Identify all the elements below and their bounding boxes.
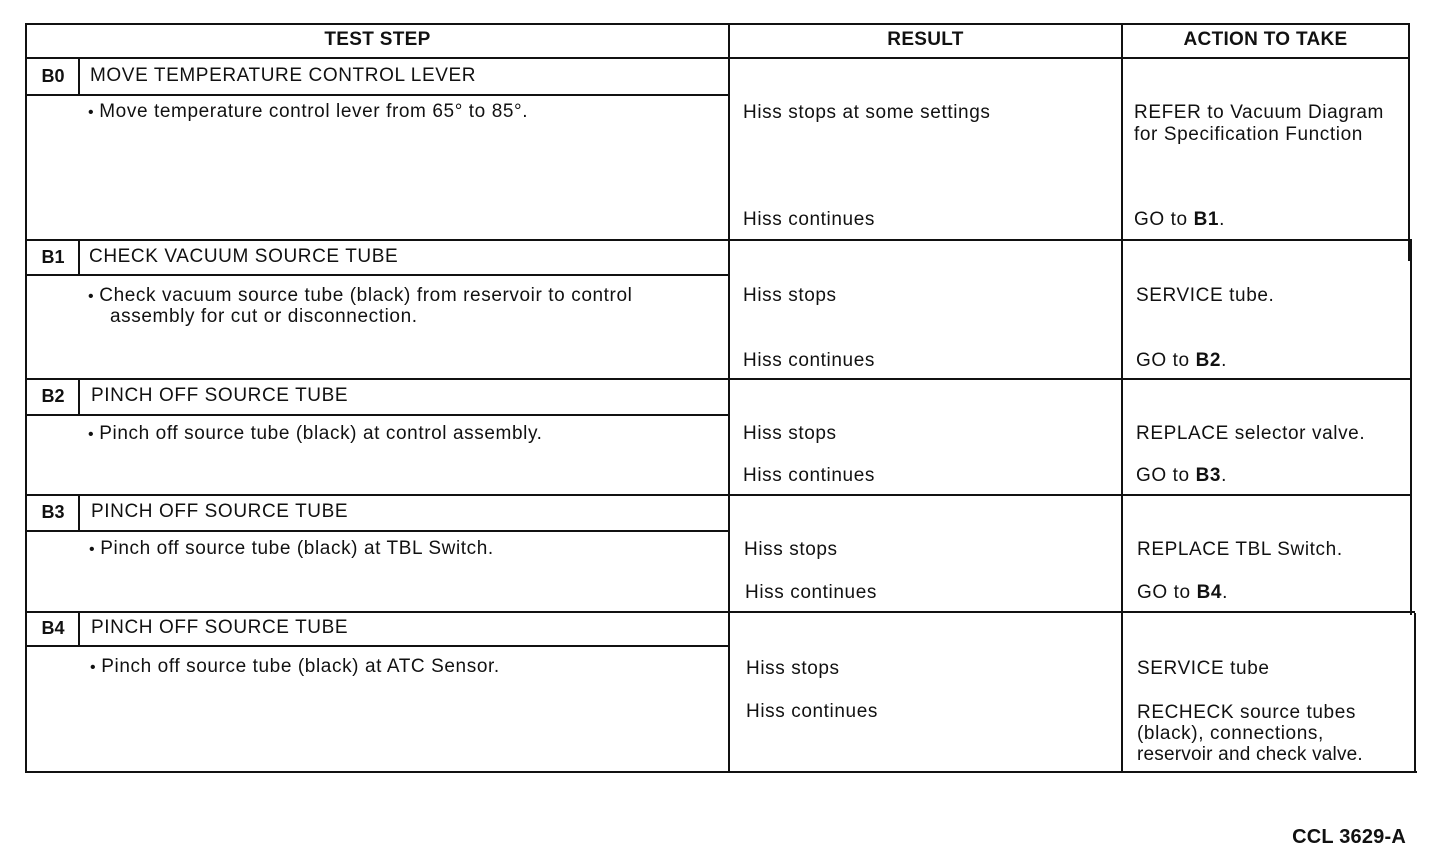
action-text-line: RECHECK source tubes: [1137, 702, 1356, 723]
action-goto-ref: B4: [1196, 582, 1223, 603]
action-goto-suffix: .: [1222, 582, 1228, 603]
header-result: RESULT: [887, 29, 964, 50]
action-goto-ref: B1: [1193, 209, 1220, 230]
step-code: B4: [41, 618, 65, 638]
result-text: Hiss stops at some settings: [743, 102, 991, 123]
block-divider-b4: [25, 611, 1415, 613]
result-text: Hiss continues: [743, 209, 875, 230]
step-code: B0: [41, 66, 65, 86]
step-instruction-text: Move temperature control lever from 65° to 85°.: [99, 101, 529, 122]
step-title: MOVE TEMPERATURE CONTROL LEVER: [90, 65, 477, 86]
action-goto-prefix: GO to: [1137, 582, 1197, 603]
step-instruction: [88, 101, 528, 124]
action-text: SERVICE tube: [1137, 658, 1270, 679]
header-action: ACTION TO TAKE: [1183, 29, 1348, 50]
step-instruction-text: Pinch off source tube (black) at TBL Switch.: [100, 538, 494, 559]
step-instruction-text: Check vacuum source tube (black) from reservoir to control: [99, 285, 633, 306]
action-goto: [1137, 582, 1228, 604]
title-underline-b4: [25, 645, 730, 647]
result-text: Hiss continues: [743, 350, 875, 371]
action-goto-suffix: .: [1221, 465, 1227, 486]
step-instruction-text: Pinch off source tube (black) at control assembly.: [99, 423, 543, 444]
step-instruction: [89, 538, 494, 561]
column-divider-action: [1121, 23, 1123, 773]
table-border-right-b: [1410, 240, 1412, 615]
header-test-step: TEST STEP: [324, 29, 431, 50]
action-goto-ref: B2: [1195, 350, 1222, 371]
step-code: B2: [41, 386, 65, 406]
step-title: CHECK VACUUM SOURCE TUBE: [89, 246, 399, 267]
column-divider-result: [728, 23, 730, 773]
action-goto-suffix: .: [1221, 350, 1227, 371]
step-code: B3: [41, 502, 65, 522]
step-instruction: [90, 656, 500, 679]
result-text: Hiss stops: [744, 539, 838, 560]
table-border-top: [25, 23, 1410, 25]
action-goto: [1134, 209, 1225, 231]
table-border-right-c: [1414, 613, 1416, 773]
action-goto: [1136, 350, 1227, 372]
action-text: REPLACE selector valve.: [1136, 423, 1366, 444]
action-goto: [1136, 465, 1227, 487]
step-instruction-text: Pinch off source tube (black) at ATC Sensor.: [101, 656, 500, 677]
title-underline-b2: [25, 414, 730, 416]
action-goto-ref: B3: [1195, 465, 1222, 486]
block-divider-b2: [25, 378, 1412, 380]
step-instruction: [88, 285, 632, 308]
step-title: PINCH OFF SOURCE TUBE: [91, 617, 349, 638]
block-divider-b1: [25, 239, 1412, 241]
result-text: Hiss stops: [743, 285, 837, 306]
action-goto-prefix: GO to: [1134, 209, 1194, 230]
result-text: Hiss continues: [745, 582, 877, 603]
header-divider: [25, 57, 1410, 59]
action-goto-prefix: GO to: [1136, 350, 1196, 371]
table-border-bottom: [27, 771, 1417, 773]
action-text: SERVICE tube.: [1136, 285, 1275, 306]
step-instruction-cont: assembly for cut or disconnection.: [110, 306, 418, 327]
step-title: PINCH OFF SOURCE TUBE: [91, 501, 349, 522]
action-goto-suffix: .: [1219, 209, 1225, 230]
action-text: REFER to Vacuum Diagram for Specification Function: [1134, 102, 1384, 145]
title-underline-b0: [25, 94, 730, 96]
block-divider-b3: [25, 494, 1412, 496]
title-underline-b1: [25, 274, 730, 276]
action-text-line: reservoir and check valve.: [1137, 744, 1363, 765]
title-underline-b3: [25, 530, 730, 532]
result-text: Hiss stops: [746, 658, 840, 679]
result-text: Hiss continues: [743, 465, 875, 486]
step-instruction: [88, 423, 543, 446]
step-code: B1: [41, 247, 65, 267]
action-text-line: (black), connections,: [1137, 723, 1324, 744]
figure-id: CCL 3629-A: [1292, 826, 1406, 848]
action-text: REPLACE TBL Switch.: [1137, 539, 1343, 560]
action-goto-prefix: GO to: [1136, 465, 1196, 486]
result-text: Hiss continues: [746, 701, 878, 722]
step-title: PINCH OFF SOURCE TUBE: [91, 385, 349, 406]
result-text: Hiss stops: [743, 423, 837, 444]
